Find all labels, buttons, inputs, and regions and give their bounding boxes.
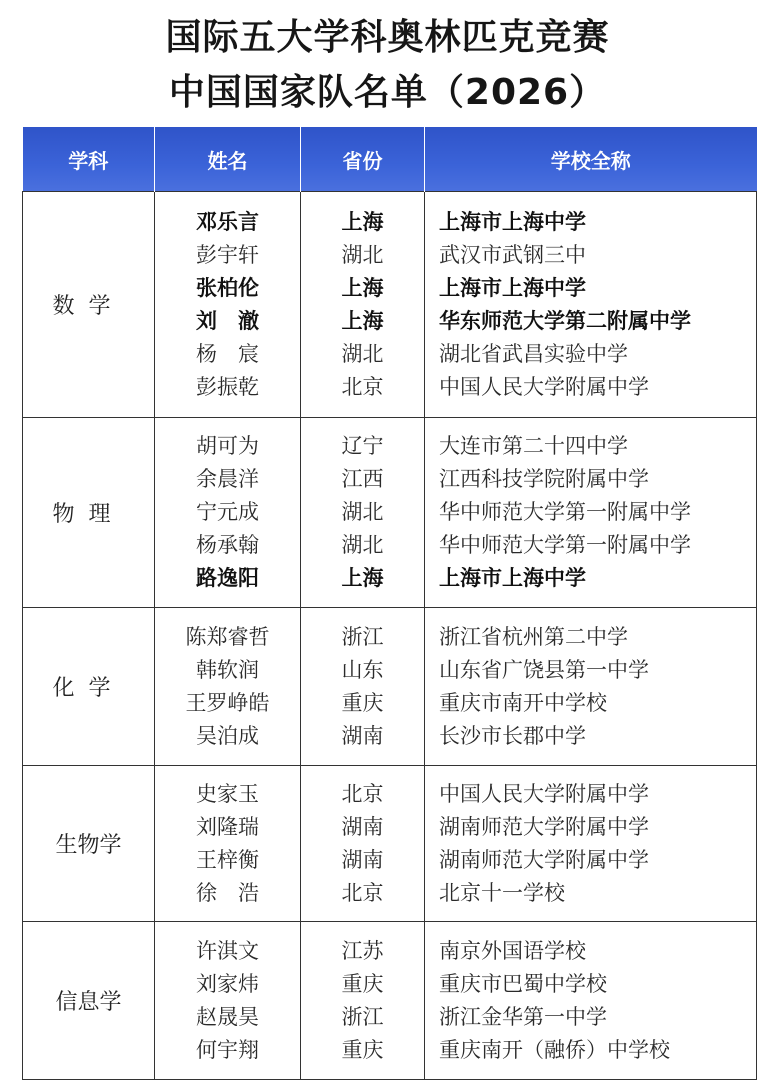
subject-cell (23, 608, 155, 766)
school-name: 重庆市南开中学校 (439, 690, 607, 715)
schools-cell (425, 766, 757, 922)
province-name: 北京 (341, 781, 384, 806)
school-name: 浙江省杭州第二中学 (439, 624, 628, 649)
student-name: 杨承翰 (196, 533, 259, 557)
province-name: 江西 (341, 467, 384, 491)
page-title (0, 0, 775, 120)
student-name: 赵晟昊 (196, 1004, 259, 1029)
student-name: 宁元成 (196, 500, 259, 524)
subject-group-row (23, 418, 757, 608)
provs-cell (301, 608, 425, 766)
names-cell (155, 192, 301, 418)
school-name: 湖南师范大学附属中学 (439, 847, 649, 872)
school-name: 湖南师范大学附属中学 (439, 814, 649, 839)
header-row (23, 126, 757, 192)
school-name: 中国人民大学附属中学 (439, 374, 649, 399)
student-name: 陈郑睿哲 (185, 624, 270, 649)
province-name: 江苏 (341, 938, 384, 963)
names-cell (155, 608, 301, 766)
student-name: 何宇翔 (196, 1037, 259, 1062)
roster-body (23, 192, 757, 1080)
province-name: 山东 (341, 657, 384, 682)
school-name: 中国人民大学附属中学 (439, 781, 649, 806)
provs-cell (301, 418, 425, 608)
roster-table (22, 125, 757, 1080)
province-name: 上海 (341, 308, 384, 333)
subject-group-row (23, 922, 757, 1080)
names-cell (155, 418, 301, 608)
subject-label: 物理 (52, 502, 125, 527)
student-name: 韩软润 (196, 657, 259, 682)
header-school: 学校全称 (425, 126, 757, 192)
province-name: 湖南 (341, 847, 384, 872)
province-name: 重庆 (341, 971, 384, 996)
title-line-2: 中国国家队名单（2026） (168, 72, 607, 113)
subject-label: 数学 (52, 294, 125, 319)
student-name: 邓乐言 (196, 209, 259, 234)
subject-cell (23, 192, 155, 418)
student-name: 杨 宸 (196, 341, 259, 366)
title-line-1: 国际五大学科奥林匹克竞赛 (165, 17, 610, 58)
province-name: 湖北 (341, 533, 384, 557)
province-name: 湖北 (341, 500, 384, 524)
province-name: 上海 (341, 275, 384, 300)
student-name: 王梓衡 (196, 847, 259, 872)
student-name: 刘 澈 (196, 308, 259, 333)
province-name: 辽宁 (341, 434, 384, 458)
province-name: 北京 (341, 880, 384, 905)
provs-cell (301, 922, 425, 1080)
provs-cell (301, 192, 425, 418)
header-subject: 学科 (23, 126, 155, 192)
school-name: 武汉市武钢三中 (439, 242, 586, 267)
subject-group-row (23, 608, 757, 766)
student-name: 余晨洋 (196, 467, 259, 491)
names-cell (155, 766, 301, 922)
student-name: 胡可为 (196, 434, 259, 458)
school-name: 北京十一学校 (439, 880, 565, 905)
province-name: 浙江 (341, 624, 384, 649)
subject-label: 生物学 (55, 833, 122, 858)
school-name: 山东省广饶县第一中学 (439, 657, 649, 682)
names-cell (155, 922, 301, 1080)
school-name: 长沙市长郡中学 (439, 723, 586, 748)
subject-label: 化学 (52, 676, 125, 701)
student-name: 刘隆瑞 (196, 814, 259, 839)
schools-cell (425, 922, 757, 1080)
student-name: 王罗峥皓 (185, 690, 270, 715)
school-name: 大连市第二十四中学 (439, 434, 628, 458)
province-name: 湖北 (341, 242, 384, 267)
school-name: 湖北省武昌实验中学 (439, 341, 628, 366)
province-name: 北京 (341, 374, 384, 399)
subject-label: 信息学 (55, 990, 122, 1015)
subject-cell (23, 922, 155, 1080)
school-name: 上海市上海中学 (439, 566, 586, 590)
province-name: 重庆 (341, 1037, 384, 1062)
header-name: 姓名 (155, 126, 301, 192)
schools-cell (425, 418, 757, 608)
student-name: 路逸阳 (196, 566, 259, 590)
student-name: 刘家炜 (196, 971, 259, 996)
province-name: 浙江 (341, 1004, 384, 1029)
province-name: 湖北 (341, 341, 384, 366)
school-name: 上海市上海中学 (439, 209, 586, 234)
student-name: 史家玉 (196, 781, 259, 806)
subject-cell (23, 418, 155, 608)
student-name: 许淇文 (196, 938, 259, 963)
school-name: 南京外国语学校 (439, 938, 586, 963)
header-province: 省份 (301, 126, 425, 192)
school-name: 华中师范大学第一附属中学 (439, 533, 691, 557)
school-name: 华东师范大学第二附属中学 (439, 308, 691, 333)
province-name: 上海 (341, 209, 384, 234)
school-name: 浙江金华第一中学 (439, 1004, 607, 1029)
subject-cell (23, 766, 155, 922)
school-name: 江西科技学院附属中学 (439, 467, 649, 491)
student-name: 吴泊成 (196, 723, 259, 748)
province-name: 湖南 (341, 723, 384, 748)
student-name: 徐 浩 (196, 880, 259, 905)
schools-cell (425, 608, 757, 766)
student-name: 彭振乾 (196, 374, 259, 399)
student-name: 彭宇轩 (196, 242, 259, 267)
school-name: 华中师范大学第一附属中学 (439, 500, 691, 524)
province-name: 重庆 (341, 690, 384, 715)
provs-cell (301, 766, 425, 922)
school-name: 重庆南开（融侨）中学校 (439, 1037, 670, 1062)
student-name: 张柏伦 (196, 275, 259, 300)
subject-group-row (23, 766, 757, 922)
province-name: 湖南 (341, 814, 384, 839)
schools-cell (425, 192, 757, 418)
subject-group-row (23, 192, 757, 418)
province-name: 上海 (341, 566, 384, 590)
school-name: 重庆市巴蜀中学校 (439, 971, 607, 996)
school-name: 上海市上海中学 (439, 275, 586, 300)
